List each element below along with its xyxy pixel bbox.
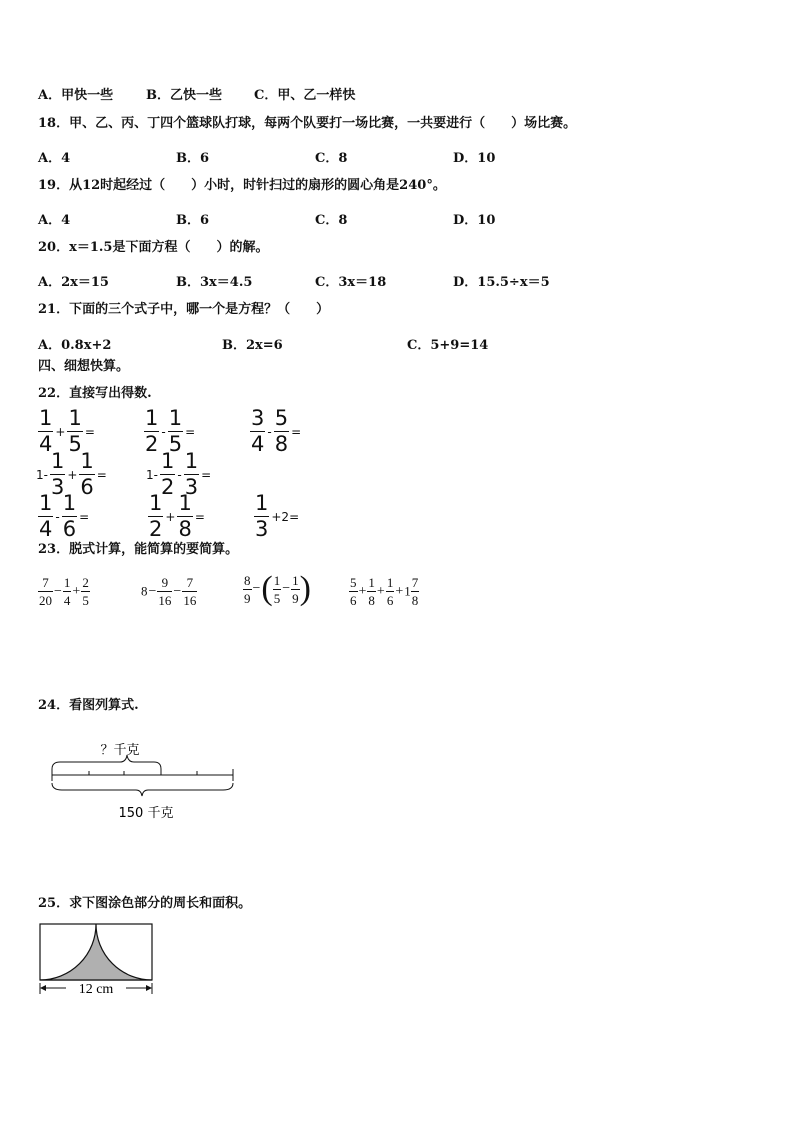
q22-expr-6: $\frac{1}{4}$ - $\frac{1}{6}$ = [39,491,90,541]
q23-text: 23．脱式计算，能简算的要简算。 [38,542,239,557]
q25-shaded-figure [36,920,158,1000]
q21-option-a: A．0.8x+2 [38,338,112,353]
arrow-left-icon [40,985,46,991]
q18-option-c: C．8 [315,151,348,166]
q22-expr-7: $\frac{1}{2}$ + $\frac{1}{8}$ = [149,491,205,541]
q23-expr-3: $\frac{8}{9}$ −( $\frac{1}{5}$ − $\frac{1}{9}$ ) [244,570,311,607]
q25-text: 25．求下图涂色部分的周长和面积。 [38,896,252,911]
bottom-label: 150 千克 [118,806,174,821]
q17-option-a: A．甲快一些 [38,88,114,103]
q22-text: 22．直接写出得数. [38,386,152,401]
q19-option-b: B．6 [176,213,210,228]
q22-expr-5: 1- $\frac{1}{2}$ - $\frac{1}{3}$ = [146,449,212,499]
q19-option-c: C．8 [315,213,348,228]
q22-expr-4: 1- $\frac{1}{3}$ + $\frac{1}{6}$ = [36,449,107,499]
q23-expr-1: $\frac{7}{20}$ − $\frac{1}{4}$ + $\frac{2}{5}$ [39,575,89,608]
q20-option-c: C．3x＝18 [315,275,387,290]
q24-text: 24．看图列算式. [38,698,139,713]
section-four-heading: 四、细想快算。 [38,359,130,374]
q18-option-b: B．6 [176,151,210,166]
q18-text: 18．甲、乙、丙、丁四个篮球队打球，每两个队要打一场比赛，一共要进行（ ）场比赛。 [38,116,577,131]
top-label: ？千克 [100,743,140,758]
q19-option-a: A．4 [38,213,71,228]
q17-option-b: B．乙快一些 [146,88,222,103]
q18-option-d: D．10 [453,151,496,166]
q23-expr-4: $\frac{5}{6}$ + $\frac{1}{8}$ + $\frac{1}{6}$ +1 $\frac{7}{8}$ [350,575,419,608]
q19-text: 19．从12时起经过（ ）小时，时针扫过的扇形的圆心角是240°。 [38,178,446,193]
q21-text: 21．下面的三个式子中，哪一个是方程？（ ） [38,302,330,317]
q22-expr-8: $\frac{1}{3}$ +2= [255,491,300,541]
bottom-brace [52,783,233,796]
q19-option-d: D．10 [453,213,496,228]
q23-expr-2: 8− $\frac{9}{16}$ − $\frac{7}{16}$ [141,575,197,608]
q22-expr-2: $\frac{1}{2}$ - $\frac{1}{5}$ = [145,406,196,456]
q21-option-c: C．5+9=14 [407,338,489,353]
q24-line-diagram [40,735,250,830]
q20-option-d: D．15.5÷x＝5 [453,275,550,290]
q20-option-a: A．2x＝15 [38,275,109,290]
q22-expr-1: $\frac{1}{4}$ + $\frac{1}{5}$ = [39,406,95,456]
q20-text: 20．x＝1.5是下面方程（ ）的解。 [38,240,269,255]
q18-option-a: A．4 [38,151,71,166]
arrow-right-icon [146,985,152,991]
q21-option-b: B．2x=6 [222,338,283,353]
q20-option-b: B．3x＝4.5 [176,275,253,290]
q17-option-c: C．甲、乙一样快 [254,88,356,103]
dimension-label: 12 cm [78,982,114,997]
q22-expr-3: $\frac{3}{4}$ - $\frac{5}{8}$ = [251,406,302,456]
